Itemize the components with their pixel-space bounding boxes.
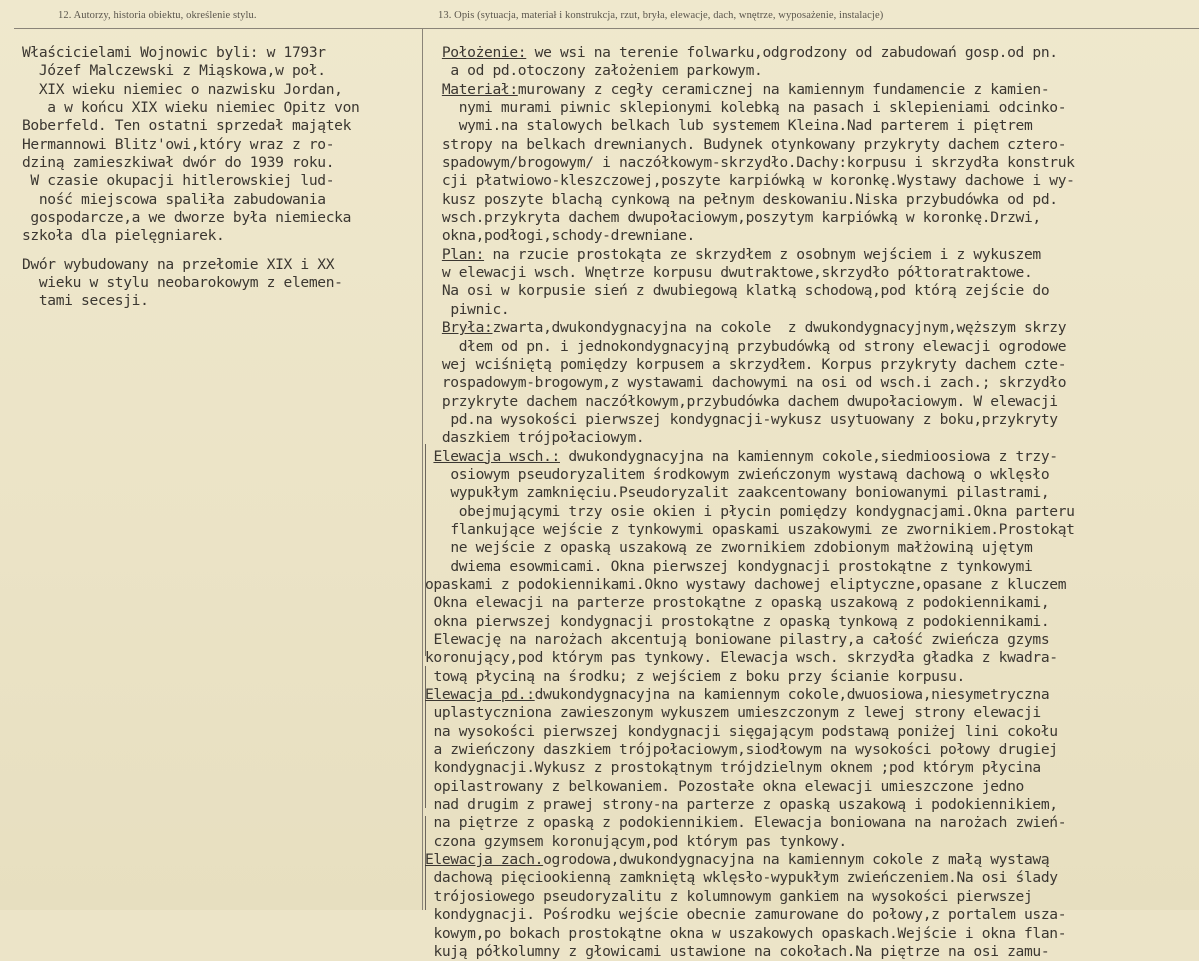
column-divider [422, 28, 423, 910]
text-line [425, 136, 1199, 154]
line-text: dwukondygnacyjna na kamiennym cokole,siedmioosiowa z trzy- [559, 447, 1058, 465]
text-line [425, 301, 1199, 319]
line-text: osiowym pseudoryzalitem środkowym zwieńczonym wystawą dachową o wklęsło [450, 465, 1050, 483]
text-line [425, 191, 1199, 209]
line-text: daszkiem trójpołaciowym. [441, 429, 645, 447]
text-line [425, 613, 1199, 631]
text-line [425, 484, 1199, 502]
text-line [425, 338, 1199, 356]
line-text: czona gzymsem koronującym,pod którym pas tynkowy. [433, 832, 847, 850]
section-line [425, 246, 1199, 264]
text-line [425, 117, 1199, 135]
line-text: wsch.przykryta dachem dwupołaciowym,poszytym karpiówką w koronkę.Drzwi, [441, 209, 1041, 227]
text-line: wieku w stylu neobarokowym z elemen- [22, 274, 343, 292]
text-line [425, 759, 1199, 777]
text-line [425, 154, 1199, 172]
line-text: ne wejście z opaską uszakową ze zwornikiem zdobionym małżowiną ujętym [450, 539, 1033, 557]
line-text: nymi murami piwnic sklepionymi kolebką na pasach i sklepieniami odcinko- [458, 99, 1067, 117]
text-line: Boberfeld. Ten ostatni sprzedał majątek [22, 117, 352, 135]
text-line: Hermannowi Blitz'owi,który wraz z ro- [22, 135, 335, 153]
text-line [425, 943, 1199, 961]
text-line [425, 356, 1199, 374]
section-line [425, 44, 1199, 62]
text-line [425, 466, 1199, 484]
text-line [425, 521, 1199, 539]
section-heading: Plan: [441, 245, 485, 263]
text-line [425, 558, 1199, 576]
text-line [425, 264, 1199, 282]
line-text: rospadowym-brogowym,z wystawami dachowymi na osi od wsch.i zach.; skrzydło [441, 374, 1067, 392]
text-line [425, 539, 1199, 557]
line-text: tową płyciną na środku; z wejściem z boku przy ścianie korpusu. [433, 667, 965, 685]
line-text: stropy na belkach drewnianych. Budynek otynkowany przykryty dachem cztero- [441, 135, 1067, 153]
text-line [425, 99, 1199, 117]
line-text: kują półkolumny z głowicami ustawione na cokołach.Na piętrze na osi zamu- [433, 942, 1050, 960]
text-line [425, 374, 1199, 392]
left-column-header: 12. Autorzy, historia obiektu, określenie stylu. [58, 10, 257, 21]
text-line: tami secesji. [22, 292, 149, 310]
section-heading: Materiał: [441, 80, 518, 98]
text-line [425, 668, 1199, 686]
text-line: ność miejscowa spaliła zabudowania [22, 190, 326, 208]
line-text: na rzucie prostokąta ze skrzydłem z osobnym wejściem i z wykuszem [484, 245, 1041, 263]
text-line [425, 282, 1199, 300]
line-text: a od pd.otoczony założeniem parkowym. [450, 62, 763, 80]
text-line [425, 429, 1199, 447]
line-text: Na osi w korpusie sień z dwubiegową klatką schodową,pod którą zejście do [441, 282, 1050, 300]
section-heading: Bryła: [441, 319, 493, 337]
text-line: a w końcu XIX wieku niemiec Opitz von [22, 99, 360, 117]
text-line: Właścicielami Wojnowic byli: w 1793r [22, 44, 326, 61]
section-line [425, 448, 1199, 466]
line-text: dwukondygnacyjna na kamiennym cokole,dwuosiowa,niesymetryczna [534, 686, 1050, 704]
text-line [425, 631, 1199, 649]
text-line [425, 888, 1199, 906]
line-text: na wysokości pierwszej kondygnacji sięgającym podstawą poniżej lini cokołu [433, 722, 1058, 740]
text-line [425, 833, 1199, 851]
line-text: dłem od pn. i jednokondygnacyjną przybudówką od strony elewacji ogrodowe [458, 337, 1067, 355]
line-text: nad drugim z prawej strony-na parterze z opaską uszakową i podokiennikiem, [433, 796, 1058, 814]
line-text: obejmującymi trzy osie okien i płycin pomiędzy kondygnacjami.Okna parteru [458, 502, 1075, 520]
text-line [425, 227, 1199, 245]
line-text: przykryte dachem naczółkowym,przybudówka dachem dwupołaciowym. W elewacji [441, 392, 1058, 410]
text-line [425, 649, 1199, 667]
text-line [425, 393, 1199, 411]
line-text: na piętrze z opaską z podokiennikiem. Elewacja boniowana na narożach zwień- [433, 814, 1067, 832]
right-column-header: 13. Opis (sytuacja, materiał i konstrukcja, rzut, bryła, elewacje, dach, wnętrze, wyposażenie, instalacje) [438, 10, 884, 21]
section-line [425, 851, 1199, 869]
line-text: cji płatwiowo-kleszczowej,poszyte karpiówką w koronkę.Wystawy dachowe i wy- [441, 172, 1075, 190]
text-line: XIX wieku niemiec o nazwisku Jordan, [22, 80, 343, 98]
text-line [425, 723, 1199, 741]
line-text: wymi.na stalowych belkach lub systemem Kleina.Nad parterem i piętrem [458, 117, 1033, 135]
line-text: Okna elewacji na parterze prostokątne z opaską uszakową z podokiennikami, [433, 594, 1050, 612]
line-text: we wsi na terenie folwarku,odgrodzony od zabudowań gosp.od pn. [526, 44, 1058, 61]
line-text: piwnic. [450, 300, 510, 318]
line-text: okna pierwszej kondygnacji prostokątne z opaską tynkową z podokiennikami. [433, 612, 1050, 630]
header-rule [14, 28, 1199, 29]
text-line [425, 906, 1199, 924]
line-text: kowym,po bokach prostokątne okna w uszakowych opaskach.Wejście i okna flan- [433, 924, 1067, 942]
section-heading: Położenie: [441, 44, 527, 61]
line-text: ogrodowa,dwukondygnacyjna na kamiennym cokole z małą wystawą [543, 851, 1050, 869]
line-text: trójosiowego pseudoryzalitu z kolumnowym gankiem na wysokości pierwszej [433, 887, 1033, 905]
line-text: wypukłym zamknięciu.Pseudoryzalit zaakcentowany boniowanymi pilastrami, [450, 484, 1050, 502]
text-line: gospodarcze,a we dworze była niemiecka [22, 209, 352, 227]
section-heading: Elewacja zach. [425, 851, 544, 869]
style-paragraph [22, 256, 420, 311]
line-text: murowany z cegły ceramicznej na kamiennym fundamencie z kamien- [517, 80, 1050, 98]
text-line [425, 594, 1199, 612]
line-text: koronujący,pod którym pas tynkowy. Elewacja wsch. skrzydła gładka z kwadra- [425, 649, 1058, 667]
text-line: dziną zamieszkiwał dwór do 1939 roku. [22, 154, 335, 172]
line-text: Elewację na narożach akcentują boniowane pilastry,a całość zwieńcza gzyms [433, 631, 1050, 648]
line-text: okna,podłogi,schody-drewniane. [441, 227, 695, 245]
line-text: w elewacji wsch. Wnętrze korpusu dwutraktowe,skrzydło półtoratraktowe. [441, 264, 1033, 282]
line-text: opaskami z podokiennikami.Okno wystawy dachowej eliptyczne,opasane z kluczem [425, 575, 1067, 593]
text-line [425, 796, 1199, 814]
line-text: kusz poszyte blachą cynkową na pełnym deskowaniu.Niska przybudówka od pd. [441, 190, 1058, 208]
line-text: wej wciśniętą pomiędzy korpusem a skrzydłem. Korpus przykryty dachem czte- [441, 355, 1067, 373]
line-text: dwiema esowmicami. Okna pierwszej kondygnacji prostokątne z tynkowymi [450, 557, 1033, 575]
text-line [425, 778, 1199, 796]
text-line [425, 503, 1199, 521]
description-column [425, 44, 1199, 961]
section-line [425, 686, 1199, 704]
line-text: pd.na wysokości pierwszej kondygnacji-wykusz usytuowany z boku,przykryty [450, 410, 1058, 428]
text-line: Dwór wybudowany na przełomie XIX i XX [22, 255, 335, 273]
section-heading: Elewacja pd.: [425, 686, 535, 704]
text-line [425, 209, 1199, 227]
line-text: opilastrowany z belkowaniem. Pozostałe okna elewacji umieszczone jedno [433, 777, 1024, 795]
section-line [425, 81, 1199, 99]
text-line [425, 576, 1199, 594]
text-line [425, 925, 1199, 943]
text-line [425, 62, 1199, 80]
text-line: Józef Malczewski z Miąskowa,w poł. [22, 62, 326, 80]
line-text: kondygnacji. Pośrodku wejście obecnie zamurowane do połowy,z portalem usza- [433, 906, 1067, 924]
line-text: spadowym/brogowym/ i naczółkowym-skrzydło.Dachy:korpusu i skrzydła konstruk [441, 154, 1075, 172]
line-text: dachową pięciookienną zamkniętą wklęsło-wypukłym zwieńczeniem.Na osi ślady [433, 869, 1058, 887]
line-text: flankujące wejście z tynkowymi opaskami uszakowymi ze zwornikiem.Prostokąt [450, 520, 1075, 538]
history-paragraph [22, 44, 420, 246]
text-line [425, 704, 1199, 722]
line-text: zwarta,dwukondygnacyjna na cokole z dwukondygnacyjnym,węższym skrzy [492, 319, 1067, 337]
line-text: kondygnacji.Wykusz z prostokątnym trójdzielnym oknem ;pod którym płycina [433, 759, 1041, 777]
text-line [425, 869, 1199, 887]
line-text: uplastyczniona zawieszonym wykuszem umieszczonym z lewej strony elewacji [433, 704, 1041, 722]
section-heading: Elewacja wsch.: [433, 447, 560, 465]
text-line [425, 172, 1199, 190]
text-line [425, 411, 1199, 429]
text-line: szkoła dla pielęgniarek. [22, 227, 225, 245]
section-line [425, 319, 1199, 337]
text-line: W czasie okupacji hitlerowskiej lud- [22, 172, 335, 190]
history-column [22, 44, 420, 311]
text-line [425, 814, 1199, 832]
text-line [425, 741, 1199, 759]
line-text: a zwieńczony daszkiem trójpołaciowym,siodłowym na wysokości połowy drugiej [433, 741, 1058, 759]
